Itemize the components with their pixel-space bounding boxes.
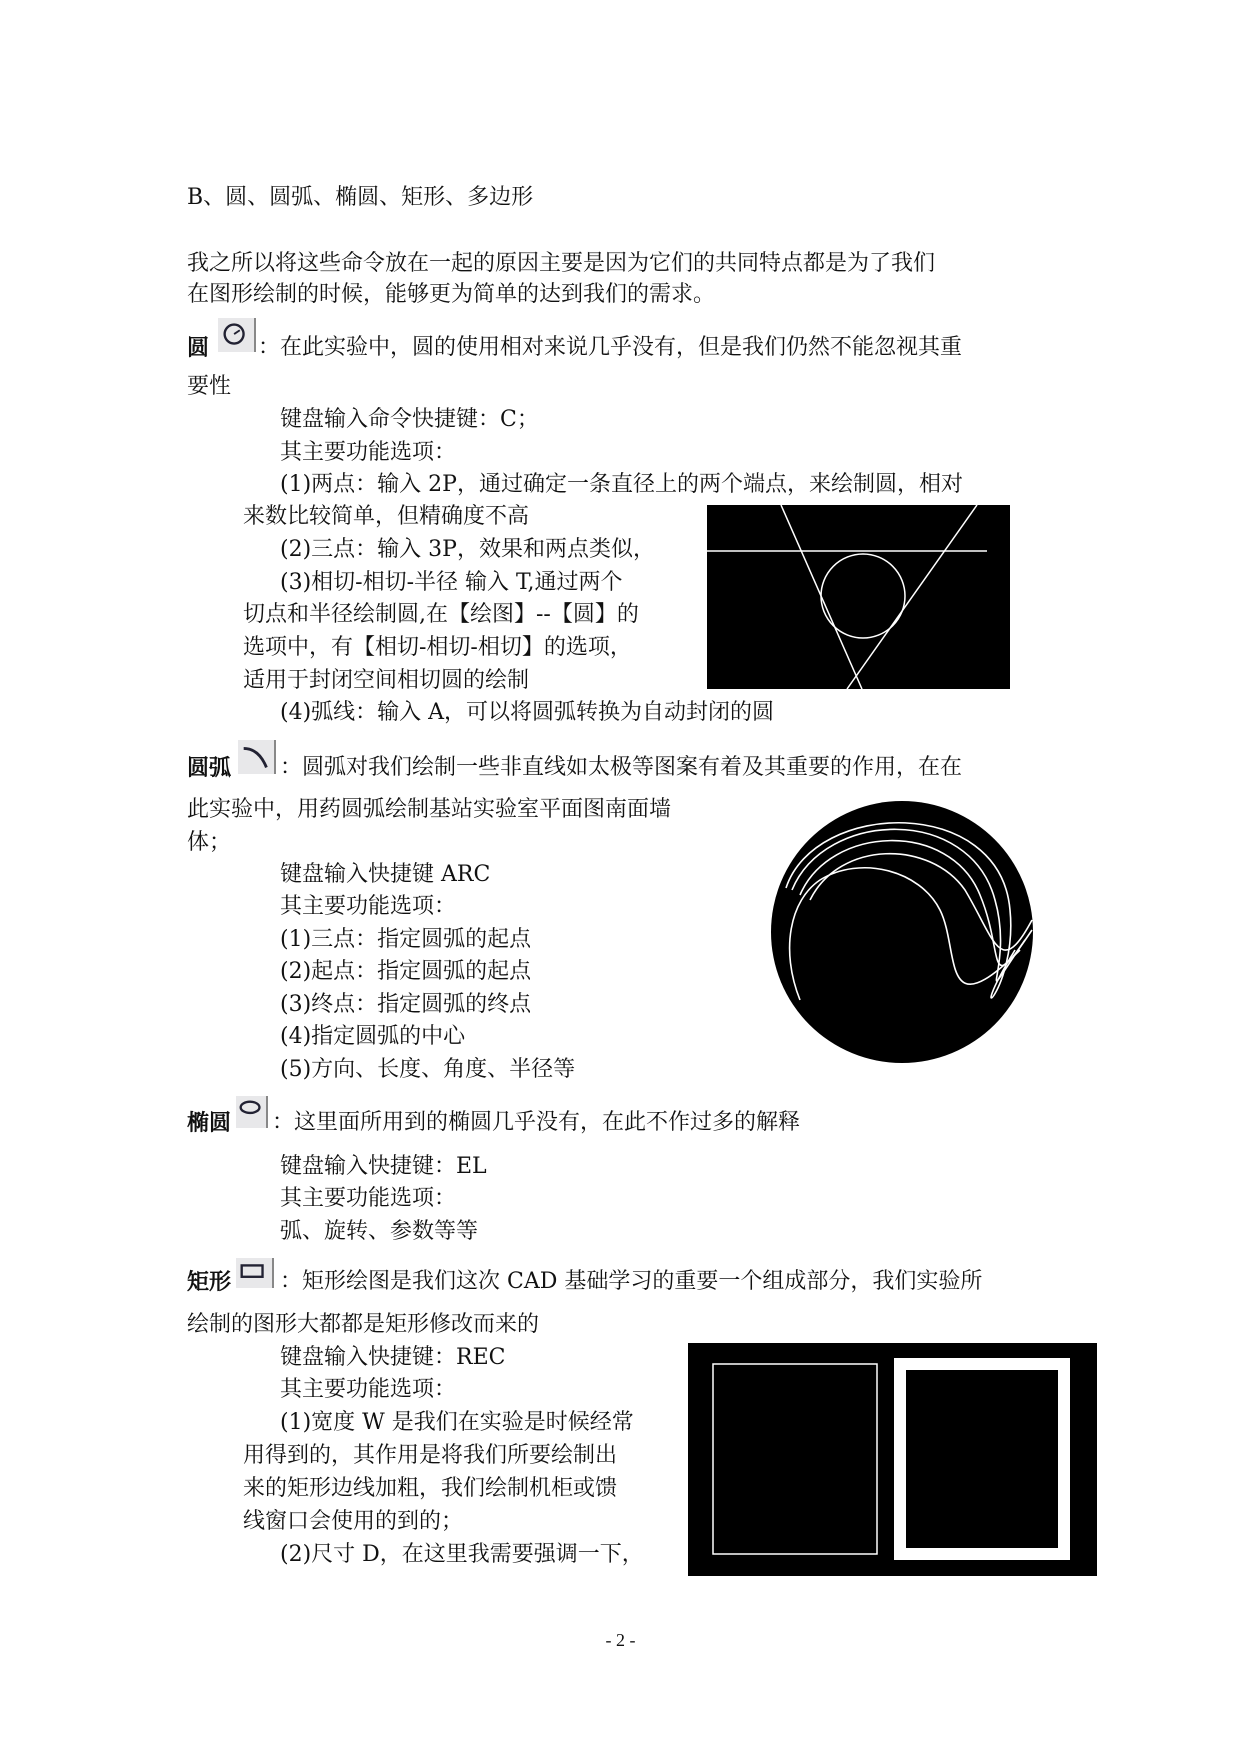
ellipse-shortcut: 键盘输入快捷键：EL: [280, 1154, 487, 1179]
circle-option: 切点和半径绘制圆,在【绘图】--【圆】的: [243, 602, 639, 627]
circle-option: (3)相切-相切-半径 输入 T,通过两个: [280, 570, 623, 595]
arc-pattern-figure: [770, 800, 1035, 1065]
tangent-circle-figure: [707, 505, 1010, 689]
rectangle-options-label: 其主要功能选项：: [280, 1377, 457, 1402]
arc-option: (3)终点：指定圆弧的终点: [280, 992, 532, 1017]
arc-shortcut: 键盘输入快捷键 ARC: [280, 862, 491, 887]
circle-option: 适用于封闭空间相切圆的绘制: [243, 668, 530, 693]
page-number: - 2 -: [605, 1630, 636, 1650]
arc-option: (4)指定圆弧的中心: [280, 1024, 466, 1049]
arc-tool-icon: [238, 740, 276, 774]
circle-tool-icon: [218, 318, 256, 352]
ellipse-options-label: 其主要功能选项：: [280, 1186, 457, 1211]
arc-desc: 此实验中，用药圆弧绘制基站实验室平面图南面墙: [187, 797, 672, 822]
circle-option: (4)弧线：输入 A，可以将圆弧转换为自动封闭的圆: [280, 700, 775, 725]
intro-line: 在图形绘制的时候，能够更为简单的达到我们的需求。: [187, 282, 716, 307]
circle-option: 选项中，有【相切-相切-相切】的选项，: [243, 635, 632, 660]
rectangle-option: (2)尺寸 D，在这里我需要强调一下，: [280, 1542, 644, 1567]
ellipse-title: 椭圆: [187, 1110, 232, 1136]
rectangle-option: 用得到的，其作用是将我们所要绘制出: [243, 1443, 618, 1468]
ellipse-desc: ：这里面所用到的椭圆几乎没有，在此不作过多的解释: [272, 1110, 801, 1135]
circle-shortcut: 键盘输入命令快捷键：C；: [280, 407, 539, 432]
rectangle-title: 矩形: [187, 1269, 232, 1295]
ellipse-option: 弧、旋转、参数等等: [280, 1219, 479, 1244]
rectangle-option: (1)宽度 W 是我们在实验是时候经常: [280, 1410, 634, 1435]
circle-desc: ：在此实验中，圆的使用相对来说几乎没有，但是我们仍然不能忽视其重: [258, 335, 963, 360]
rectangle-option: 线窗口会使用的到的；: [243, 1509, 464, 1534]
ellipse-tool-icon: [236, 1096, 268, 1128]
circle-option: 来数比较简单，但精确度不高: [243, 504, 530, 529]
rectangle-shortcut: 键盘输入快捷键：REC: [280, 1345, 506, 1370]
rectangle-desc: ：矩形绘图是我们这次 CAD 基础学习的重要一个组成部分，我们实验所: [280, 1269, 983, 1294]
rectangle-option: 来的矩形边线加粗，我们绘制机柜或馈: [243, 1476, 618, 1501]
circle-title: 圆: [187, 335, 210, 361]
circle-desc: 要性: [187, 374, 232, 399]
arc-option: (5)方向、长度、角度、半径等: [280, 1057, 576, 1082]
intro-line: 我之所以将这些命令放在一起的原因主要是因为它们的共同特点都是为了我们: [187, 251, 936, 276]
arc-title: 圆弧: [187, 755, 232, 781]
arc-options-label: 其主要功能选项：: [280, 894, 457, 919]
arc-option: (2)起点：指定圆弧的起点: [280, 959, 532, 984]
circle-option: (2)三点：输入 3P，效果和两点类似，: [280, 537, 655, 562]
section-heading: B、圆、圆弧、椭圆、矩形、多边形: [187, 185, 534, 210]
arc-desc: ：圆弧对我们绘制一些非直线如太极等图案有着及其重要的作用，在在: [280, 755, 963, 780]
circle-options-label: 其主要功能选项：: [280, 440, 457, 465]
circle-option: (1)两点：输入 2P，通过确定一条直径上的两个端点，来绘制圆，相对: [280, 472, 963, 497]
rectangle-width-figure: [688, 1343, 1097, 1576]
arc-option: (1)三点：指定圆弧的起点: [280, 927, 532, 952]
arc-desc: 体；: [187, 830, 232, 855]
rectangle-tool-icon: [236, 1258, 274, 1288]
rectangle-desc: 绘制的图形大都都是矩形修改而来的: [187, 1312, 540, 1337]
